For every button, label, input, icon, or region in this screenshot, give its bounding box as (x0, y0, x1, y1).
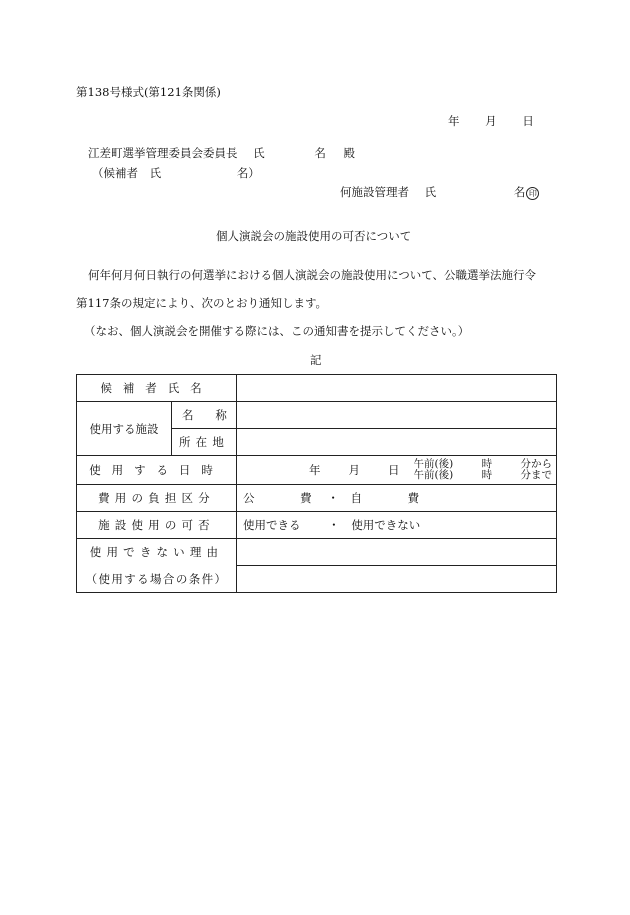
reason-label: 使用できない理由 (77, 539, 237, 566)
row-candidate-name (77, 375, 557, 402)
date-line (448, 115, 534, 129)
manager-label: 何施設管理者 (340, 185, 409, 199)
cost-public-fee: 費 (300, 491, 312, 505)
cost-label: 費用の負担区分 (77, 485, 237, 512)
hour-start: 時 (481, 457, 493, 470)
form-number: 第138号様式(第121条関係) (76, 85, 221, 99)
condition-label: （使用する場合の条件） (77, 566, 237, 593)
reason-value[interactable] (237, 539, 557, 566)
condition-value[interactable] (237, 566, 557, 593)
minute-until: 分まで (520, 469, 552, 481)
date-year: 年 (448, 114, 460, 128)
body-line-2: 第117条の規定により、次のとおり通知します。 (76, 296, 328, 310)
minute-from: 分から (520, 457, 552, 470)
datetime-year: 年 (309, 463, 321, 477)
seal-icon: 印 (526, 187, 539, 200)
candidate-name-label: 候補者氏名 (77, 375, 237, 402)
notification-table (76, 374, 557, 593)
approval-value[interactable] (237, 512, 557, 539)
row-reason (77, 539, 557, 566)
row-condition (77, 566, 557, 593)
row-datetime (77, 456, 557, 485)
candidate-mei: 名） (236, 166, 260, 180)
body-line-1: 何年何月何日執行の何選挙における個人演説会の施設使用について、公職選挙法施行令 (88, 268, 537, 282)
document-title: 個人演説会の施設使用の可否について (216, 229, 412, 243)
addressee-line (88, 147, 355, 161)
hour-end: 時 (481, 469, 493, 481)
cost-public: 公 (243, 491, 255, 505)
date-day: 日 (522, 114, 534, 128)
facility-location-value[interactable] (237, 429, 557, 456)
addressee-honorific: 殿 (343, 146, 355, 160)
approval-label: 施設使用の可否 (77, 512, 237, 539)
candidate-open: （候補者 (92, 166, 138, 180)
manager-mei: 名 (513, 185, 526, 199)
facility-label: 使用する施設 (77, 402, 172, 456)
ampm-end: 午前(後) (413, 469, 454, 481)
facility-name-label: 名称 (172, 402, 237, 429)
facility-location-label: 所在地 (172, 429, 237, 456)
datetime-month: 月 (348, 463, 360, 477)
cost-self: 自 (350, 491, 362, 505)
cost-separator: ・ (327, 491, 339, 505)
ki-label: 記 (310, 353, 322, 367)
date-month: 月 (485, 114, 497, 128)
row-facility-name (77, 402, 557, 429)
addressee-org: 江差町選挙管理委員会委員長 (88, 146, 238, 160)
row-approval (77, 512, 557, 539)
datetime-value[interactable] (237, 456, 557, 485)
approval-no: 使用できない (351, 518, 421, 532)
candidate-shi: 氏 (149, 166, 162, 180)
approval-separator: ・ (328, 518, 340, 532)
candidate-name-value[interactable] (237, 375, 557, 402)
cost-value[interactable] (237, 485, 557, 512)
candidate-line (92, 167, 260, 181)
approval-yes: 使用できる (243, 518, 301, 532)
row-cost (77, 485, 557, 512)
manager-shi: 氏 (424, 185, 437, 199)
addressee-mei: 名 (314, 146, 326, 160)
addressee-shi: 氏 (253, 146, 265, 160)
datetime-day: 日 (388, 463, 400, 477)
manager-line (340, 186, 539, 200)
ampm-start: 午前(後) (413, 457, 454, 470)
facility-name-value[interactable] (237, 402, 557, 429)
datetime-label: 使用する日時 (77, 456, 237, 485)
note-line: （なお、個人演説会を開催する際には、この通知書を提示してください。） (84, 324, 470, 338)
cost-self-fee: 費 (407, 491, 420, 505)
